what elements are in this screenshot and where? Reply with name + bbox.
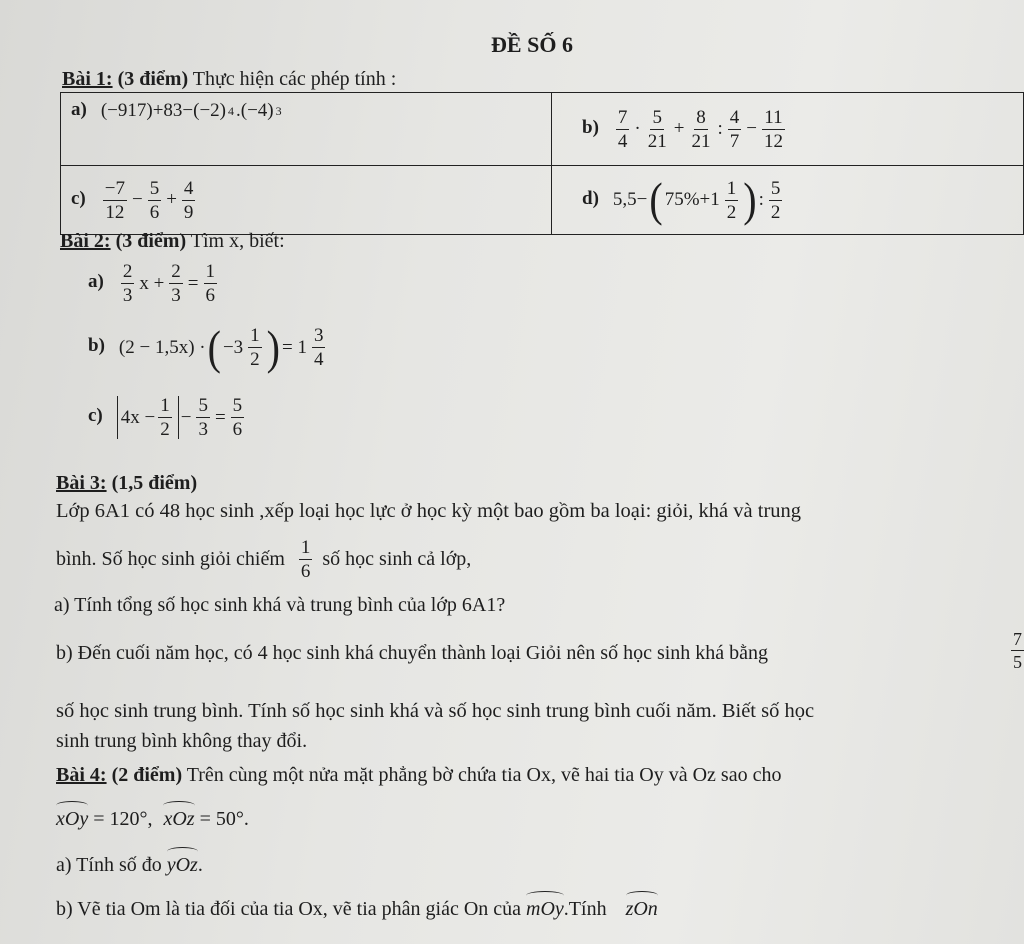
bai2-points: (3 điểm) — [115, 230, 187, 252]
operator: : — [758, 189, 764, 210]
frac-num: 5 — [232, 395, 243, 416]
bai3-qb: b) Đến cuối năm học, có 4 học sinh khá chuyển thành loại Giỏi nên số học sinh khá bằng — [56, 642, 769, 664]
bai4-points: (2 điểm) — [111, 764, 183, 786]
frac-den: 2 — [770, 201, 781, 223]
angle-xoz-value: = 50°. — [199, 808, 249, 830]
equals: = 1 — [281, 336, 307, 358]
operator: − — [180, 406, 192, 428]
bai1-d-start: 5,5− — [612, 189, 648, 210]
paren-close: ) — [266, 319, 280, 374]
bai1-d-expr — [612, 172, 785, 227]
frac-den: 4 — [313, 349, 324, 370]
bai4-text: Trên cùng một nửa mặt phẳng bờ chứa tia Ox, vẽ hai tia Oy và Oz sao cho — [186, 764, 782, 786]
frac-num: 1 — [205, 261, 216, 282]
frac-num: 5 — [652, 106, 662, 128]
page-title: ĐỀ SỐ 6 — [491, 32, 573, 57]
angle-xoy: xOy — [56, 808, 89, 830]
frac-num: 4 — [183, 177, 194, 199]
frac-den: 12 — [105, 201, 125, 223]
bai1-a-exp2: 3 — [275, 103, 282, 118]
bai1-b-label: b) — [582, 116, 599, 138]
frac-num: 1 — [300, 537, 311, 558]
bai1-a-start: (−917)+83−(−2) — [100, 100, 226, 122]
frac-den: 9 — [183, 201, 194, 223]
bai1-d-label: d) — [582, 187, 599, 209]
frac-num: 2 — [122, 261, 133, 282]
bai3-line2-end: số học sinh cả lớp, — [322, 548, 472, 570]
absolute-value — [117, 396, 179, 439]
frac-num: 1 — [250, 325, 260, 346]
bai4-qa-end: . — [197, 854, 203, 876]
frac-den: 2 — [250, 349, 260, 370]
frac-den: 3 — [198, 419, 208, 440]
operator: : — [717, 118, 723, 139]
bai3-points: (1,5 điểm) — [111, 472, 198, 494]
bai1-text: Thực hiện các phép tính : — [192, 68, 397, 90]
bai2-c-inner: 4x − — [120, 406, 156, 428]
bai2-b-part1: (2 − 1,5x) · — [118, 336, 206, 358]
bai3-qb2: số học sinh trung bình. Tính số học sinh khá và số học sinh trung bình cuối năm. Biết số học — [56, 700, 815, 722]
angle-zon: zOn — [625, 898, 658, 920]
bai4-angles — [56, 808, 249, 831]
angle-moy: mOy — [526, 898, 564, 920]
bai4-qa — [56, 854, 203, 877]
frac-num: 7 — [617, 106, 628, 128]
bai4-qb-text: b) Vẽ tia Om là tia đối của tia Ox, vẽ tia phân giác On của — [56, 898, 522, 920]
bai1-a-exp1: 4 — [228, 103, 234, 118]
operator: + — [673, 118, 685, 139]
frac-den: 3 — [171, 285, 181, 306]
frac-den: 21 — [647, 130, 667, 152]
bai2-b — [88, 319, 328, 374]
bai1-cell-c — [61, 166, 552, 235]
paren-open: ( — [649, 172, 663, 227]
frac-den: 6 — [232, 419, 243, 440]
bai4-label: Bài 4: — [56, 764, 107, 786]
bai1-b-expr — [613, 108, 788, 151]
bai3-heading — [56, 472, 197, 495]
bai1-a-mid: .(−4) — [236, 100, 274, 122]
frac-den: 2 — [160, 419, 170, 440]
frac-den: 6 — [149, 201, 160, 223]
bai3-qb-frac — [1008, 630, 1024, 671]
frac-num: 11 — [764, 106, 783, 128]
bai1-cell-b — [552, 93, 1024, 166]
frac-den: 2 — [726, 201, 737, 223]
frac-num: 4 — [729, 106, 740, 128]
frac-num: 2 — [171, 261, 181, 282]
frac-den: 5 — [1013, 652, 1022, 671]
bai3-line1: Lớp 6A1 có 48 học sinh ,xếp loại học lực ở học kỳ một bao gồm ba loại: giỏi, khá và trung — [56, 500, 802, 522]
frac-den: 3 — [122, 285, 133, 306]
operator: · — [634, 118, 641, 139]
bai2-c-label: c) — [88, 405, 103, 427]
frac-den: 12 — [763, 130, 783, 152]
bai2-label: Bài 2: — [60, 230, 111, 252]
equals: = — [187, 272, 199, 294]
frac-num: −7 — [104, 177, 125, 199]
bai3-label: Bài 3: — [56, 472, 107, 494]
bai2-b-inner: −3 — [222, 336, 244, 358]
bai2-a-label: a) — [88, 271, 104, 293]
bai2-heading — [60, 230, 285, 253]
variable-x: x + — [139, 272, 165, 294]
bai2-text: Tìm x, biết: — [190, 230, 285, 252]
frac-num: 5 — [198, 395, 208, 416]
bai1-table — [60, 92, 1024, 235]
bai4-qa-text: a) Tính số đo — [56, 854, 162, 876]
frac-den: 21 — [691, 130, 711, 152]
bai3-qa: a) Tính tổng số học sinh khá và trung bình của lớp 6A1? — [54, 594, 506, 616]
operator: − — [131, 189, 143, 210]
bai3-line2 — [56, 538, 471, 581]
bai3-line2-start: bình. Số học sinh giỏi chiếm — [56, 548, 285, 570]
frac-num: 1 — [160, 395, 170, 416]
bai1-heading — [62, 68, 396, 91]
bai4-qb-mid: .Tính — [563, 898, 607, 920]
bai2-a — [88, 262, 220, 305]
bai1-cell-d — [552, 166, 1024, 235]
bai1-d-inner: 75%+1 — [664, 189, 720, 210]
bai1-points: (3 điểm) — [117, 68, 189, 90]
bai1-c-expr — [100, 179, 199, 222]
operator: − — [746, 118, 757, 139]
frac-den: 6 — [205, 285, 216, 306]
bai1-a-expr — [101, 100, 282, 122]
frac-num: 3 — [313, 325, 324, 346]
bai4-qb — [56, 898, 658, 921]
frac-den: 4 — [617, 130, 628, 152]
frac-den: 6 — [300, 561, 311, 582]
bai1-c-label: c) — [71, 187, 86, 209]
bai1-cell-a — [61, 93, 552, 166]
operator: + — [166, 189, 177, 210]
angle-xoy-value: = 120°, — [93, 808, 153, 830]
bai2-c — [88, 396, 247, 439]
bai2-b-label: b) — [88, 335, 105, 357]
angle-yoz: yOz — [166, 854, 198, 876]
equals: = — [214, 406, 226, 428]
paren-open: ( — [207, 319, 221, 374]
frac-num: 5 — [770, 177, 781, 199]
angle-xoz: xOz — [163, 808, 195, 830]
paren-close: ) — [743, 172, 757, 227]
frac-num: 5 — [149, 177, 160, 199]
bai1-a-label: a) — [71, 99, 87, 120]
bai3-qb3: sinh trung bình không thay đổi. — [56, 730, 308, 752]
frac-num: 1 — [726, 177, 737, 199]
bai1-label: Bài 1: — [62, 68, 113, 90]
bai4-heading — [56, 764, 781, 787]
frac-den: 7 — [729, 130, 740, 152]
frac-num: 7 — [1013, 630, 1022, 649]
frac-num: 8 — [696, 106, 706, 128]
